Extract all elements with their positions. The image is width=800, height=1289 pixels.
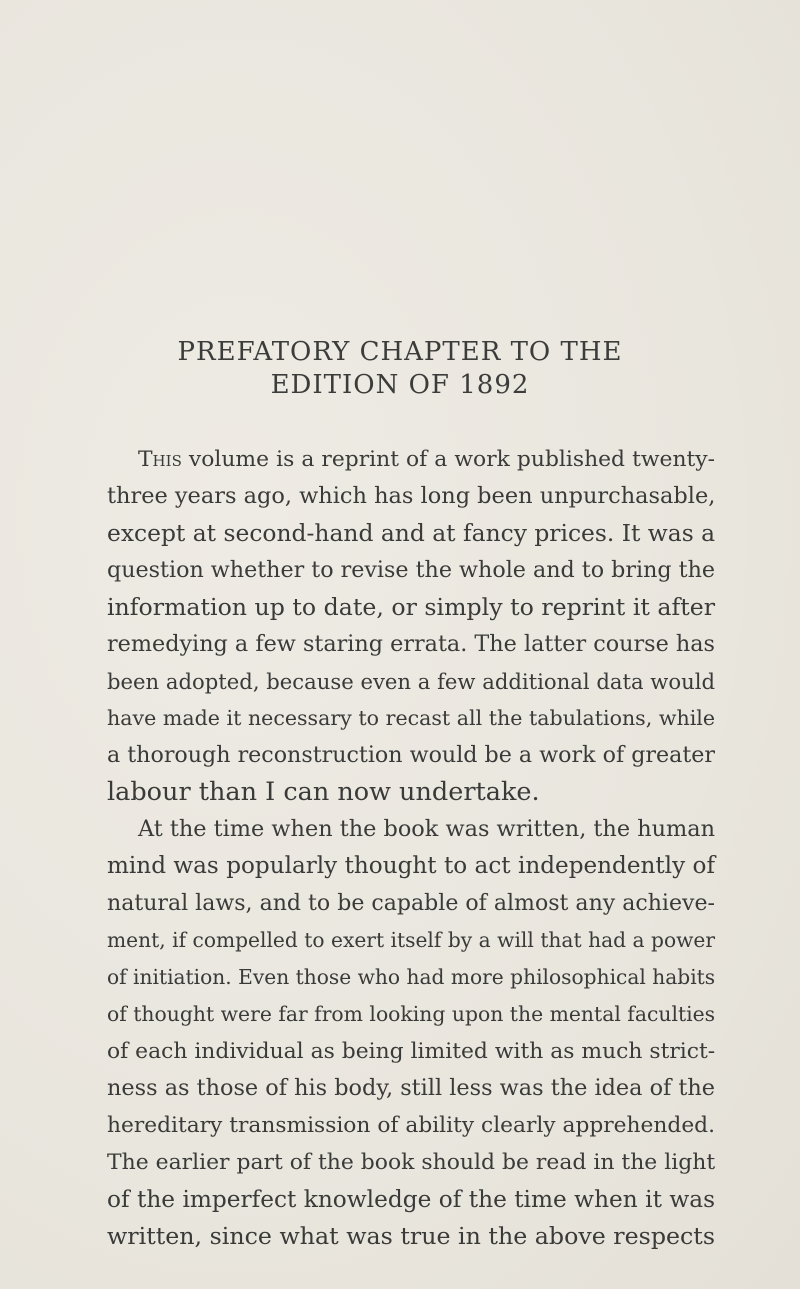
paragraph-2-line-3: natural laws, and to be capable of almost any achieve- — [107, 891, 715, 916]
paragraph-1-line-6: remedying a few staring errata. The latter course has — [107, 631, 715, 657]
paragraph-1-line-2: three years ago, which has long been unpurchasable, — [107, 483, 716, 509]
paragraph-2-line-11: of the imperfect knowledge of the time when it was — [107, 1186, 715, 1213]
paragraph-2-line-1: At the time when the book was written, the human — [138, 816, 715, 842]
paragraph-2-line-5: of initiation. Even those who had more philosophical habits — [107, 965, 716, 989]
paragraph-1-line-7: been adopted, because even a few additional data would — [107, 669, 716, 694]
paragraph-2-line-10: The earlier part of the book should be read in the light — [107, 1150, 716, 1175]
paragraph-2-line-4: ment, if compelled to exert itself by a will that had a power — [107, 928, 715, 952]
paragraph-1-line-5: information up to date, or simply to reprint it after — [107, 593, 715, 621]
paragraph-1-line-1-text: volume is a reprint of a work published twenty- — [181, 447, 715, 472]
paragraph-2-line-6: of thought were far from looking upon the mental faculties — [107, 1002, 716, 1026]
paragraph-2-line-2: mind was popularly thought to act independently of — [107, 853, 715, 879]
paragraph-1-line-9: a thorough reconstruction would be a work of greater — [107, 742, 715, 768]
paragraph-1-line-1 — [138, 441, 715, 478]
paragraph-2-line-8: ness as those of his body, still less was the idea of the — [107, 1075, 716, 1101]
paragraph-1-line-8: have made it necessary to recast all the tabulations, while — [107, 706, 715, 730]
chapter-title-line-1: PREFATORY CHAPTER TO THE — [177, 337, 623, 367]
paragraph-1-line-4: question whether to revise the whole and to bring the — [107, 557, 716, 583]
paragraph-2-line-12: written, since what was true in the above respects — [107, 1222, 715, 1250]
paragraph-1-line-10: labour than I can now undertake. — [107, 777, 540, 807]
paragraph-2-line-7: of each individual as being limited with as much strict- — [107, 1039, 716, 1064]
chapter-title-line-2: EDITION OF 1892 — [270, 370, 530, 400]
paragraph-1-line-3: except at second-hand and at fancy prices. It was a — [107, 519, 716, 547]
paragraph-1-lead-word: This — [138, 447, 182, 472]
paragraph-2-line-9: hereditary transmission of ability clearly apprehended. — [107, 1113, 715, 1138]
